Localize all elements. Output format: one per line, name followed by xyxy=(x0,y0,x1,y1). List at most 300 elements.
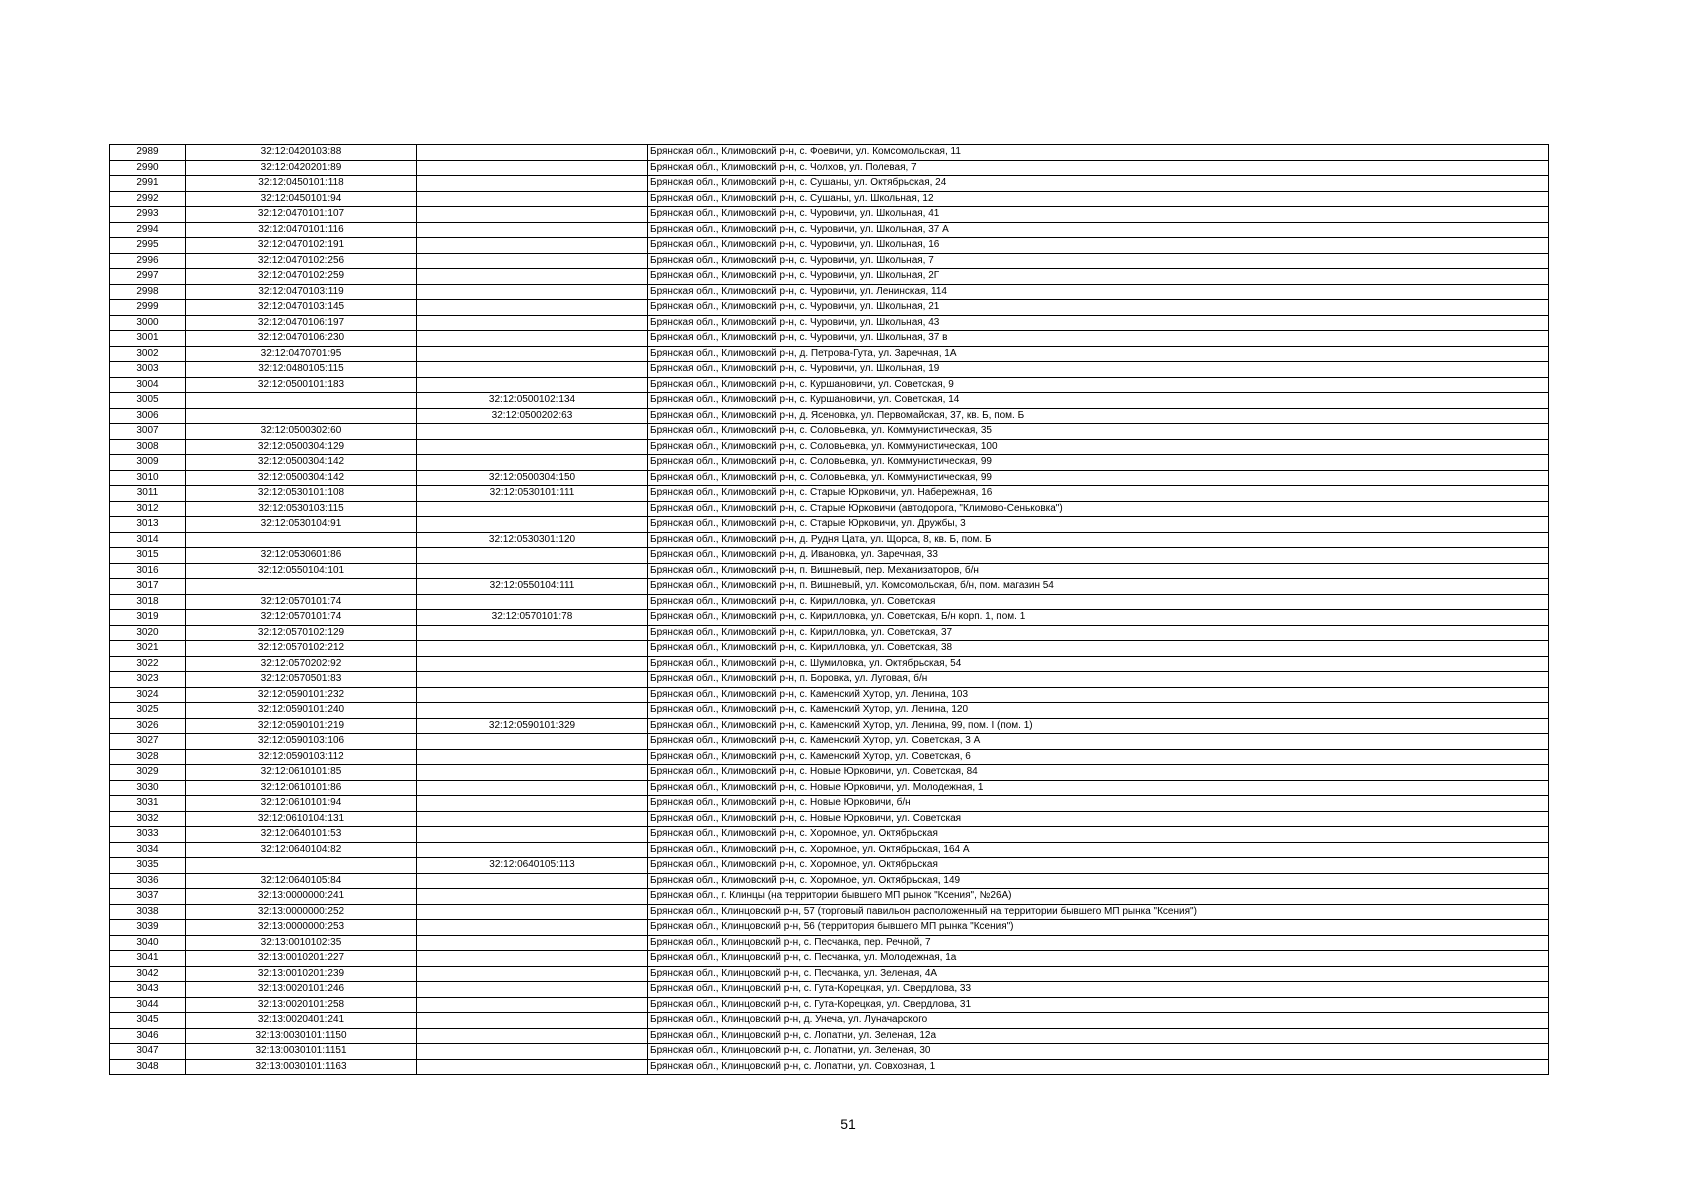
address-cell: Брянская обл., Климовский р-н, с. Кирилловка, ул. Советская, Б/н корп. 1, пом. 1 xyxy=(648,610,1549,626)
cadastral-number-secondary-cell xyxy=(417,982,648,998)
address-cell: Брянская обл., Климовский р-н, с. Кирилловка, ул. Советская xyxy=(648,594,1549,610)
cadastral-number-secondary-cell xyxy=(417,625,648,641)
cadastral-number-cell: 32:13:0030101:1150 xyxy=(186,1028,417,1044)
table-row xyxy=(110,610,1549,626)
cadastral-number-cell: 32:12:0530101:108 xyxy=(186,486,417,502)
table-row xyxy=(110,641,1549,657)
table-row xyxy=(110,207,1549,223)
table-row xyxy=(110,532,1549,548)
row-number-cell: 2996 xyxy=(110,253,186,269)
address-cell: Брянская обл., Клинцовский р-н, с. Гута-Корецкая, ул. Свердлова, 31 xyxy=(648,997,1549,1013)
address-cell: Брянская обл., Климовский р-н, с. Старые Юрковичи (автодорога, "Климово-Сеньковка") xyxy=(648,501,1549,517)
cadastral-number-cell: 32:13:0000000:253 xyxy=(186,920,417,936)
address-cell: Брянская обл., Климовский р-н, п. Боровка, ул. Луговая, б/н xyxy=(648,672,1549,688)
address-cell: Брянская обл., Климовский р-н, с. Старые Юрковичи, ул. Набережная, 16 xyxy=(648,486,1549,502)
row-number-cell: 3001 xyxy=(110,331,186,347)
cadastral-number-cell: 32:12:0530103:115 xyxy=(186,501,417,517)
row-number-cell: 3032 xyxy=(110,811,186,827)
cadastral-number-secondary-cell xyxy=(417,222,648,238)
address-cell: Брянская обл., Климовский р-н, с. Сушаны, ул. Школьная, 12 xyxy=(648,191,1549,207)
address-cell: Брянская обл., Климовский р-н, с. Чолхов, ул. Полевая, 7 xyxy=(648,160,1549,176)
row-number-cell: 3012 xyxy=(110,501,186,517)
cadastral-number-secondary-cell xyxy=(417,796,648,812)
cadastral-number-cell: 32:12:0450101:118 xyxy=(186,176,417,192)
cadastral-number-secondary-cell xyxy=(417,687,648,703)
address-cell: Брянская обл., Клинцовский р-н, с. Песчанка, ул. Молодежная, 1а xyxy=(648,951,1549,967)
table-row xyxy=(110,966,1549,982)
address-cell: Брянская обл., Климовский р-н, с. Хоромное, ул. Октябрьская, 149 xyxy=(648,873,1549,889)
cadastral-number-cell: 32:13:0030101:1151 xyxy=(186,1044,417,1060)
table-row xyxy=(110,935,1549,951)
cadastral-number-secondary-cell: 32:12:0570101:78 xyxy=(417,610,648,626)
cadastral-number-cell: 32:13:0030101:1163 xyxy=(186,1059,417,1075)
row-number-cell: 3006 xyxy=(110,408,186,424)
cadastral-number-cell: 32:12:0470101:107 xyxy=(186,207,417,223)
cadastral-number-secondary-cell xyxy=(417,734,648,750)
cadastral-number-secondary-cell: 32:12:0590101:329 xyxy=(417,718,648,734)
table-row xyxy=(110,687,1549,703)
row-number-cell: 3037 xyxy=(110,889,186,905)
cadastral-number-secondary-cell xyxy=(417,315,648,331)
table-row xyxy=(110,718,1549,734)
cadastral-number-secondary-cell xyxy=(417,269,648,285)
address-cell: Брянская обл., Климовский р-н, с. Сушаны, ул. Октябрьская, 24 xyxy=(648,176,1549,192)
table-row xyxy=(110,253,1549,269)
row-number-cell: 3028 xyxy=(110,749,186,765)
table-row xyxy=(110,501,1549,517)
row-number-cell: 3020 xyxy=(110,625,186,641)
cadastral-number-cell: 32:13:0010201:239 xyxy=(186,966,417,982)
cadastral-number-secondary-cell xyxy=(417,703,648,719)
address-cell: Брянская обл., Климовский р-н, с. Каменский Хутор, ул. Ленина, 103 xyxy=(648,687,1549,703)
address-cell: Брянская обл., Клинцовский р-н, с. Гута-Корецкая, ул. Свердлова, 33 xyxy=(648,982,1549,998)
row-number-cell: 2997 xyxy=(110,269,186,285)
cadastral-number-secondary-cell: 32:12:0640105:113 xyxy=(417,858,648,874)
row-number-cell: 3035 xyxy=(110,858,186,874)
cadastral-number-secondary-cell xyxy=(417,331,648,347)
cadastral-number-secondary-cell xyxy=(417,424,648,440)
address-cell: Брянская обл., Климовский р-н, с. Новые Юрковичи, ул. Молодежная, 1 xyxy=(648,780,1549,796)
table-row xyxy=(110,889,1549,905)
table-row xyxy=(110,982,1549,998)
row-number-cell: 3033 xyxy=(110,827,186,843)
address-cell: Брянская обл., Климовский р-н, с. Хоромное, ул. Октябрьская xyxy=(648,827,1549,843)
address-cell: Брянская обл., Клинцовский р-н, с. Лопатни, ул. Зеленая, 30 xyxy=(648,1044,1549,1060)
address-cell: Брянская обл., Климовский р-н, с. Чуровичи, ул. Школьная, 37 А xyxy=(648,222,1549,238)
cadastral-number-cell: 32:13:0010201:227 xyxy=(186,951,417,967)
address-cell: Брянская обл., Климовский р-н, с. Каменский Хутор, ул. Советская, 6 xyxy=(648,749,1549,765)
row-number-cell: 3047 xyxy=(110,1044,186,1060)
row-number-cell: 3021 xyxy=(110,641,186,657)
cadastral-number-cell xyxy=(186,393,417,409)
cadastral-number-cell: 32:12:0470102:256 xyxy=(186,253,417,269)
address-cell: Брянская обл., Климовский р-н, д. Рудня Цата, ул. Щорса, 8, кв. Б, пом. Б xyxy=(648,532,1549,548)
cadastral-number-cell: 32:12:0500302:60 xyxy=(186,424,417,440)
table-row xyxy=(110,222,1549,238)
row-number-cell: 3017 xyxy=(110,579,186,595)
address-cell: Брянская обл., Клинцовский р-н, д. Унеча, ул. Луначарского xyxy=(648,1013,1549,1029)
cadastral-number-secondary-cell xyxy=(417,439,648,455)
cadastral-number-cell: 32:12:0570101:74 xyxy=(186,594,417,610)
address-cell: Брянская обл., Климовский р-н, с. Новые Юрковичи, ул. Советская, 84 xyxy=(648,765,1549,781)
cadastral-number-secondary-cell xyxy=(417,765,648,781)
row-number-cell: 3009 xyxy=(110,455,186,471)
cadastral-number-secondary-cell xyxy=(417,176,648,192)
cadastral-number-cell: 32:12:0470102:259 xyxy=(186,269,417,285)
row-number-cell: 3042 xyxy=(110,966,186,982)
address-cell: Брянская обл., Климовский р-н, с. Хоромное, ул. Октябрьская, 164 А xyxy=(648,842,1549,858)
cadastral-number-cell: 32:12:0500304:142 xyxy=(186,455,417,471)
row-number-cell: 3038 xyxy=(110,904,186,920)
page-number: 51 xyxy=(840,1116,856,1132)
table-row xyxy=(110,300,1549,316)
row-number-cell: 3029 xyxy=(110,765,186,781)
cadastral-number-cell: 32:12:0470106:197 xyxy=(186,315,417,331)
address-cell: Брянская обл., Климовский р-н, с. Кирилловка, ул. Советская, 38 xyxy=(648,641,1549,657)
address-cell: Брянская обл., Клинцовский р-н, с. Лопатни, ул. Совхозная, 1 xyxy=(648,1059,1549,1075)
table-row xyxy=(110,703,1549,719)
table-row xyxy=(110,1059,1549,1075)
address-cell: Брянская обл., Клинцовский р-н, с. Лопатни, ул. Зеленая, 12а xyxy=(648,1028,1549,1044)
row-number-cell: 2990 xyxy=(110,160,186,176)
table-row xyxy=(110,780,1549,796)
row-number-cell: 3039 xyxy=(110,920,186,936)
cadastral-number-secondary-cell xyxy=(417,641,648,657)
cadastral-number-cell xyxy=(186,408,417,424)
address-cell: Брянская обл., Климовский р-н, с. Чуровичи, ул. Ленинская, 114 xyxy=(648,284,1549,300)
address-cell: Брянская обл., Климовский р-н, п. Вишневый, ул. Комсомольская, б/н, пом. магазин 54 xyxy=(648,579,1549,595)
cadastral-number-secondary-cell: 32:12:0550104:111 xyxy=(417,579,648,595)
cadastral-number-cell: 32:12:0610101:86 xyxy=(186,780,417,796)
address-cell: Брянская обл., Климовский р-н, д. Петрова-Гута, ул. Заречная, 1А xyxy=(648,346,1549,362)
cadastral-number-secondary-cell xyxy=(417,346,648,362)
table-row xyxy=(110,145,1549,161)
address-cell: Брянская обл., Клинцовский р-н, 57 (торговый павильон расположенный на территории бывшего МП рынка "Ксения") xyxy=(648,904,1549,920)
table-row xyxy=(110,563,1549,579)
cadastral-number-secondary-cell xyxy=(417,749,648,765)
table-row xyxy=(110,765,1549,781)
table-row xyxy=(110,424,1549,440)
table-row xyxy=(110,920,1549,936)
row-number-cell: 3045 xyxy=(110,1013,186,1029)
address-cell: Брянская обл., Климовский р-н, с. Куршановичи, ул. Советская, 9 xyxy=(648,377,1549,393)
cadastral-number-cell: 32:13:0020101:258 xyxy=(186,997,417,1013)
address-cell: Брянская обл., Климовский р-н, с. Чуровичи, ул. Школьная, 7 xyxy=(648,253,1549,269)
table-row xyxy=(110,331,1549,347)
cadastral-number-cell: 32:12:0590103:112 xyxy=(186,749,417,765)
cadastral-number-secondary-cell xyxy=(417,780,648,796)
cadastral-number-cell: 32:12:0500304:142 xyxy=(186,470,417,486)
address-cell: Брянская обл., Климовский р-н, с. Чуровичи, ул. Школьная, 41 xyxy=(648,207,1549,223)
row-number-cell: 2992 xyxy=(110,191,186,207)
address-cell: Брянская обл., Клинцовский р-н, с. Песчанка, ул. Зеленая, 4А xyxy=(648,966,1549,982)
address-cell: Брянская обл., Клинцовский р-н, 56 (территория бывшего МП рынка "Ксения") xyxy=(648,920,1549,936)
address-cell: Брянская обл., Климовский р-н, с. Соловьевка, ул. Коммунистическая, 99 xyxy=(648,470,1549,486)
table-row xyxy=(110,827,1549,843)
row-number-cell: 2993 xyxy=(110,207,186,223)
address-cell: Брянская обл., Климовский р-н, п. Вишневый, пер. Механизаторов, б/н xyxy=(648,563,1549,579)
cadastral-number-secondary-cell xyxy=(417,889,648,905)
address-cell: Брянская обл., г. Клинцы (на территории бывшего МП рынок "Ксения", №26А) xyxy=(648,889,1549,905)
row-number-cell: 3026 xyxy=(110,718,186,734)
row-number-cell: 2994 xyxy=(110,222,186,238)
row-number-cell: 2995 xyxy=(110,238,186,254)
address-cell: Брянская обл., Климовский р-н, с. Каменский Хутор, ул. Ленина, 99, пом. I (пом. 1) xyxy=(648,718,1549,734)
row-number-cell: 2998 xyxy=(110,284,186,300)
table-row xyxy=(110,811,1549,827)
table-row xyxy=(110,269,1549,285)
row-number-cell: 3040 xyxy=(110,935,186,951)
cadastral-number-cell: 32:12:0500304:129 xyxy=(186,439,417,455)
cadastral-number-secondary-cell xyxy=(417,284,648,300)
cadastral-number-secondary-cell xyxy=(417,548,648,564)
table-row xyxy=(110,284,1549,300)
table-body xyxy=(110,145,1549,1075)
cadastral-number-secondary-cell xyxy=(417,145,648,161)
row-number-cell: 3023 xyxy=(110,672,186,688)
row-number-cell: 3018 xyxy=(110,594,186,610)
cadastral-number-secondary-cell: 32:12:0500304:150 xyxy=(417,470,648,486)
cadastral-number-secondary-cell xyxy=(417,362,648,378)
row-number-cell: 3015 xyxy=(110,548,186,564)
row-number-cell: 3019 xyxy=(110,610,186,626)
cadastral-number-secondary-cell xyxy=(417,253,648,269)
cadastral-number-secondary-cell: 32:12:0500202:63 xyxy=(417,408,648,424)
table-row xyxy=(110,455,1549,471)
row-number-cell: 3048 xyxy=(110,1059,186,1075)
cadastral-number-cell: 32:12:0570102:129 xyxy=(186,625,417,641)
cadastral-number-secondary-cell xyxy=(417,563,648,579)
cadastral-number-cell: 32:12:0470102:191 xyxy=(186,238,417,254)
cadastral-number-cell: 32:13:0010102:35 xyxy=(186,935,417,951)
address-cell: Брянская обл., Климовский р-н, с. Чуровичи, ул. Школьная, 2Г xyxy=(648,269,1549,285)
table-row xyxy=(110,842,1549,858)
cadastral-number-cell: 32:12:0530601:86 xyxy=(186,548,417,564)
cadastral-number-cell xyxy=(186,579,417,595)
table-row xyxy=(110,1028,1549,1044)
row-number-cell: 3024 xyxy=(110,687,186,703)
row-number-cell: 3027 xyxy=(110,734,186,750)
table-row xyxy=(110,672,1549,688)
cadastral-number-cell: 32:12:0570101:74 xyxy=(186,610,417,626)
cadastral-number-cell: 32:12:0590101:240 xyxy=(186,703,417,719)
table-row xyxy=(110,176,1549,192)
cadastral-number-cell: 32:12:0640101:53 xyxy=(186,827,417,843)
table-row xyxy=(110,160,1549,176)
cadastral-number-secondary-cell: 32:12:0530301:120 xyxy=(417,532,648,548)
cadastral-number-secondary-cell xyxy=(417,160,648,176)
address-cell: Брянская обл., Климовский р-н, с. Шумиловка, ул. Октябрьская, 54 xyxy=(648,656,1549,672)
address-cell: Брянская обл., Климовский р-н, с. Соловьевка, ул. Коммунистическая, 100 xyxy=(648,439,1549,455)
cadastral-number-secondary-cell xyxy=(417,455,648,471)
address-cell: Брянская обл., Климовский р-н, с. Новые Юрковичи, б/н xyxy=(648,796,1549,812)
table-row xyxy=(110,1044,1549,1060)
row-number-cell: 3008 xyxy=(110,439,186,455)
address-cell: Брянская обл., Климовский р-н, с. Чуровичи, ул. Школьная, 21 xyxy=(648,300,1549,316)
row-number-cell: 3034 xyxy=(110,842,186,858)
cadastral-number-secondary-cell: 32:12:0530101:111 xyxy=(417,486,648,502)
row-number-cell: 3010 xyxy=(110,470,186,486)
cadastral-number-cell: 32:12:0550104:101 xyxy=(186,563,417,579)
cadastral-number-cell: 32:12:0610101:85 xyxy=(186,765,417,781)
table-row xyxy=(110,393,1549,409)
table-row xyxy=(110,997,1549,1013)
row-number-cell: 3046 xyxy=(110,1028,186,1044)
cadastral-number-secondary-cell xyxy=(417,920,648,936)
table-row xyxy=(110,579,1549,595)
cadastral-number-cell: 32:12:0480105:115 xyxy=(186,362,417,378)
table-row xyxy=(110,1013,1549,1029)
table-row xyxy=(110,548,1549,564)
address-cell: Брянская обл., Климовский р-н, д. Ясеновка, ул. Первомайская, 37, кв. Б, пом. Б xyxy=(648,408,1549,424)
row-number-cell: 3004 xyxy=(110,377,186,393)
cadastral-number-cell: 32:12:0470103:119 xyxy=(186,284,417,300)
cadastral-number-secondary-cell xyxy=(417,377,648,393)
address-cell: Брянская обл., Климовский р-н, с. Старые Юрковичи, ул. Дружбы, 3 xyxy=(648,517,1549,533)
cadastral-number-cell: 32:12:0640105:84 xyxy=(186,873,417,889)
cadastral-number-secondary-cell xyxy=(417,873,648,889)
cadastral-number-secondary-cell xyxy=(417,827,648,843)
table-row xyxy=(110,346,1549,362)
row-number-cell: 3022 xyxy=(110,656,186,672)
cadastral-number-secondary-cell xyxy=(417,1028,648,1044)
cadastral-number-cell: 32:13:0000000:241 xyxy=(186,889,417,905)
cadastral-number-cell: 32:13:0000000:252 xyxy=(186,904,417,920)
table-row xyxy=(110,439,1549,455)
cadastral-number-secondary-cell xyxy=(417,1044,648,1060)
row-number-cell: 3031 xyxy=(110,796,186,812)
cadastral-number-secondary-cell: 32:12:0500102:134 xyxy=(417,393,648,409)
cadastral-number-secondary-cell xyxy=(417,594,648,610)
table-row xyxy=(110,238,1549,254)
cadastral-number-secondary-cell xyxy=(417,904,648,920)
cadastral-number-secondary-cell xyxy=(417,842,648,858)
cadastral-number-cell: 32:12:0470106:230 xyxy=(186,331,417,347)
address-cell: Брянская обл., Климовский р-н, с. Чуровичи, ул. Школьная, 19 xyxy=(648,362,1549,378)
cadastral-number-cell: 32:12:0470103:145 xyxy=(186,300,417,316)
cadastral-number-cell: 32:13:0020401:241 xyxy=(186,1013,417,1029)
cadastral-number-secondary-cell xyxy=(417,1013,648,1029)
cadastral-number-cell: 32:12:0530104:91 xyxy=(186,517,417,533)
row-number-cell: 2989 xyxy=(110,145,186,161)
table-row xyxy=(110,796,1549,812)
cadastral-number-cell: 32:12:0450101:94 xyxy=(186,191,417,207)
cadastral-number-secondary-cell xyxy=(417,811,648,827)
cadastral-number-cell: 32:12:0570501:83 xyxy=(186,672,417,688)
cadastral-number-cell: 32:12:0420103:88 xyxy=(186,145,417,161)
address-cell: Брянская обл., Климовский р-н, с. Чуровичи, ул. Школьная, 16 xyxy=(648,238,1549,254)
cadastral-number-secondary-cell xyxy=(417,656,648,672)
row-number-cell: 3030 xyxy=(110,780,186,796)
cadastral-number-secondary-cell xyxy=(417,207,648,223)
table-row xyxy=(110,408,1549,424)
row-number-cell: 3014 xyxy=(110,532,186,548)
cadastral-number-secondary-cell xyxy=(417,966,648,982)
address-cell: Брянская обл., Климовский р-н, с. Хоромное, ул. Октябрьская xyxy=(648,858,1549,874)
row-number-cell: 3007 xyxy=(110,424,186,440)
address-cell: Брянская обл., Клинцовский р-н, с. Песчанка, пер. Речной, 7 xyxy=(648,935,1549,951)
cadastral-number-cell: 32:12:0590101:232 xyxy=(186,687,417,703)
cadastral-number-cell: 32:12:0590103:106 xyxy=(186,734,417,750)
table-row xyxy=(110,951,1549,967)
table-row xyxy=(110,734,1549,750)
table-row xyxy=(110,486,1549,502)
row-number-cell: 3043 xyxy=(110,982,186,998)
address-cell: Брянская обл., Климовский р-н, с. Соловьевка, ул. Коммунистическая, 99 xyxy=(648,455,1549,471)
address-cell: Брянская обл., Климовский р-н, д. Ивановка, ул. Заречная, 33 xyxy=(648,548,1549,564)
table-row xyxy=(110,656,1549,672)
cadastral-number-cell xyxy=(186,858,417,874)
table-row xyxy=(110,873,1549,889)
table-row xyxy=(110,191,1549,207)
address-cell: Брянская обл., Климовский р-н, с. Чуровичи, ул. Школьная, 43 xyxy=(648,315,1549,331)
cadastral-number-cell: 32:12:0570102:212 xyxy=(186,641,417,657)
address-cell: Брянская обл., Климовский р-н, с. Кирилловка, ул. Советская, 37 xyxy=(648,625,1549,641)
table-row xyxy=(110,749,1549,765)
table-row xyxy=(110,517,1549,533)
cadastral-number-secondary-cell xyxy=(417,501,648,517)
cadastral-number-secondary-cell xyxy=(417,517,648,533)
cadastral-number-cell: 32:12:0470701:95 xyxy=(186,346,417,362)
cadastral-number-secondary-cell xyxy=(417,1059,648,1075)
cadastral-number-cell xyxy=(186,532,417,548)
cadastral-number-secondary-cell xyxy=(417,951,648,967)
table-row xyxy=(110,594,1549,610)
row-number-cell: 2991 xyxy=(110,176,186,192)
row-number-cell: 3005 xyxy=(110,393,186,409)
row-number-cell: 3036 xyxy=(110,873,186,889)
cadastral-number-cell: 32:12:0590101:219 xyxy=(186,718,417,734)
cadastral-number-secondary-cell xyxy=(417,191,648,207)
cadastral-number-secondary-cell xyxy=(417,672,648,688)
table-row xyxy=(110,858,1549,874)
address-cell: Брянская обл., Климовский р-н, с. Фоевичи, ул. Комсомольская, 11 xyxy=(648,145,1549,161)
row-number-cell: 3013 xyxy=(110,517,186,533)
table-row xyxy=(110,904,1549,920)
cadastral-number-secondary-cell xyxy=(417,997,648,1013)
cadastral-number-cell: 32:12:0500101:183 xyxy=(186,377,417,393)
table-row xyxy=(110,362,1549,378)
cadastral-number-secondary-cell xyxy=(417,300,648,316)
address-cell: Брянская обл., Климовский р-н, с. Чуровичи, ул. Школьная, 37 в xyxy=(648,331,1549,347)
property-registry-table xyxy=(109,144,1549,1075)
row-number-cell: 2999 xyxy=(110,300,186,316)
cadastral-number-cell: 32:12:0470101:116 xyxy=(186,222,417,238)
row-number-cell: 3044 xyxy=(110,997,186,1013)
table-row xyxy=(110,315,1549,331)
cadastral-number-cell: 32:12:0570202:92 xyxy=(186,656,417,672)
row-number-cell: 3025 xyxy=(110,703,186,719)
table-row xyxy=(110,625,1549,641)
row-number-cell: 3003 xyxy=(110,362,186,378)
cadastral-number-cell: 32:13:0020101:246 xyxy=(186,982,417,998)
cadastral-number-cell: 32:12:0420201:89 xyxy=(186,160,417,176)
cadastral-number-cell: 32:12:0610101:94 xyxy=(186,796,417,812)
row-number-cell: 3011 xyxy=(110,486,186,502)
address-cell: Брянская обл., Климовский р-н, с. Соловьевка, ул. Коммунистическая, 35 xyxy=(648,424,1549,440)
cadastral-number-cell: 32:12:0640104:82 xyxy=(186,842,417,858)
row-number-cell: 3000 xyxy=(110,315,186,331)
row-number-cell: 3016 xyxy=(110,563,186,579)
address-cell: Брянская обл., Климовский р-н, с. Каменский Хутор, ул. Ленина, 120 xyxy=(648,703,1549,719)
cadastral-number-secondary-cell xyxy=(417,935,648,951)
address-cell: Брянская обл., Климовский р-н, с. Куршановичи, ул. Советская, 14 xyxy=(648,393,1549,409)
row-number-cell: 3002 xyxy=(110,346,186,362)
cadastral-number-cell: 32:12:0610104:131 xyxy=(186,811,417,827)
address-cell: Брянская обл., Климовский р-н, с. Новые Юрковичи, ул. Советская xyxy=(648,811,1549,827)
table-row xyxy=(110,470,1549,486)
table-row xyxy=(110,377,1549,393)
